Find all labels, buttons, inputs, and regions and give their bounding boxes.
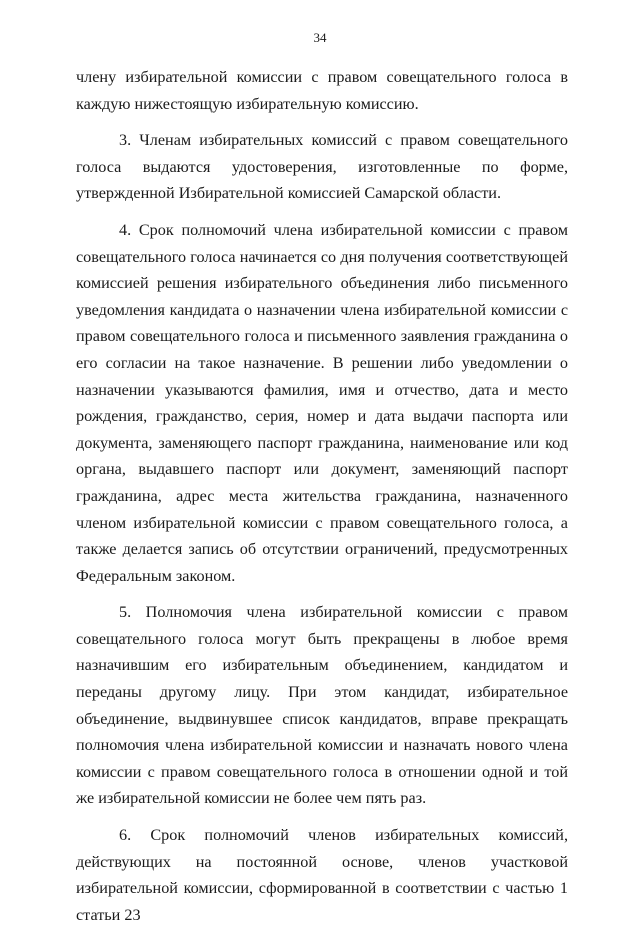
document-body bbox=[76, 64, 568, 928]
paragraph-item-4: 4. Срок полномочий члена избирательной комиссии с правом совещательного голоса начинается со дня получения соответствующей комиссией решения избирательного объединения либо письменного уведомления кандидата о назначении члена избирательной комиссии с правом совещательного голоса и письменного заявления гражданина о его согласии на такое назначение. В решении либо уведомлении о назначении указываются фамилия, имя и отчество, дата и место рождения, гражданство, серия, номер и дата выдачи паспорта или документа, заменяющего паспорт гражданина, наименование или код органа, выдавшего паспорт или документ, заменяющий паспорт гражданина, адрес места жительства гражданина, назначенного членом избирательной комиссии с правом совещательного голоса, а также делается запись об отсутствии ограничений, предусмотренных Федеральным законом. bbox=[76, 220, 568, 585]
paragraph-item-3: 3. Членам избирательных комиссий с правом совещательного голоса выдаются удостоверения, изготовленные по форме, утвержденной Избирательной комиссией Самарской области. bbox=[76, 131, 568, 203]
paragraph-item-5: 5. Полномочия члена избирательной комиссии с правом совещательного голоса могут быть прекращены в любое время назначившим его избирательным объединением, кандидатом и переданы другому лицу. При этом кандидат, избирательное объединение, выдвинувшее список кандидатов, вправе прекращать полномочия члена избирательной комиссии и назначать нового члена комиссии с правом совещательного голоса в отношении одной и той же избирательной комиссии не более чем пять раз. bbox=[76, 603, 568, 808]
paragraph-item-6: 6. Срок полномочий членов избирательных комиссий, действующих на постоянной основе, членов участковой избирательной комиссии, сформированной в соответствии с частью 1 статьи 23 bbox=[76, 826, 568, 924]
page-number: 34 bbox=[313, 30, 327, 45]
paragraph-continuation: члену избирательной комиссии с правом совещательного голоса в каждую нижестоящую избирательную комиссию. bbox=[76, 68, 568, 113]
